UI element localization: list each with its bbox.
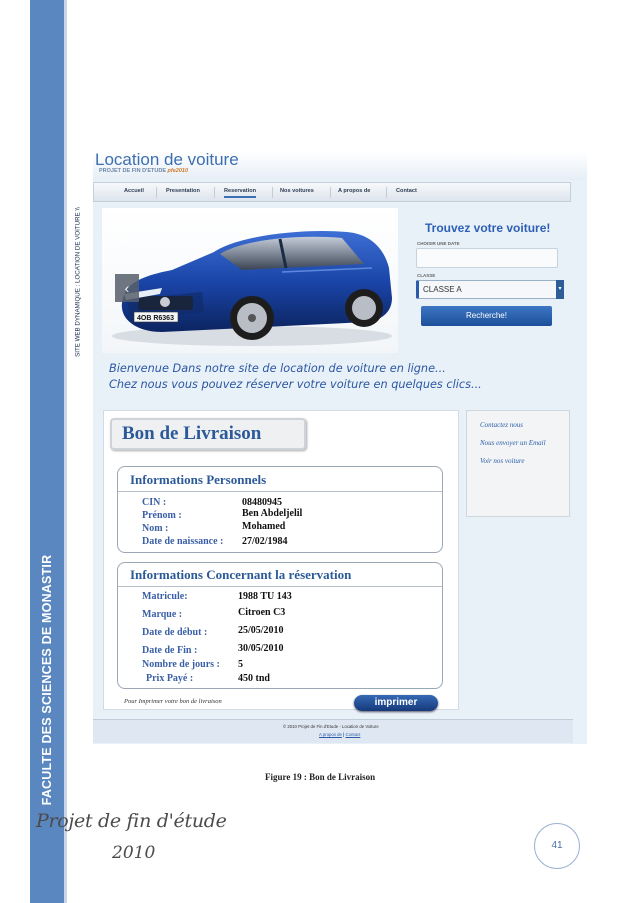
- nom-value: Mohamed: [242, 521, 286, 532]
- print-note: Pour Imprimer votre bon de livraison: [124, 698, 222, 705]
- email-link[interactable]: Nous envoyer un Email: [480, 439, 546, 447]
- cin-value: 08480945: [242, 497, 282, 508]
- welcome-line-1: Bienvenue Dans notre site de location de voiture en ligne...: [109, 362, 446, 375]
- print-button[interactable]: imprimer: [354, 695, 438, 711]
- finder-title: Trouvez votre voiture!: [425, 221, 551, 235]
- start-date-label: Date de début :: [142, 627, 208, 638]
- nav-divider: [156, 187, 157, 198]
- days-value: 5: [238, 659, 243, 670]
- personal-info-title: Informations Personnels: [130, 472, 267, 487]
- nav-divider: [330, 187, 331, 198]
- page-number: 41: [534, 823, 580, 869]
- footer-separator: |: [341, 732, 346, 737]
- matricule-value: 1988 TU 143: [238, 591, 292, 602]
- car-illustration: [102, 208, 398, 353]
- welcome-message: [109, 361, 482, 393]
- end-date-value: 30/05/2010: [238, 643, 284, 654]
- site-header: [93, 152, 587, 180]
- website-screenshot: [93, 152, 587, 744]
- nav-accueil[interactable]: Accueil: [124, 188, 144, 194]
- contact-link[interactable]: Contactez nous: [480, 421, 523, 429]
- footer-links: [319, 732, 360, 737]
- nom-label: Nom :: [142, 523, 169, 534]
- nav-contact[interactable]: Contact: [396, 188, 417, 194]
- date-input[interactable]: [416, 248, 558, 268]
- footer-copyright: © 2010 Projet de Fin d'Etude - Location de Voiture: [283, 724, 379, 729]
- nav-divider: [386, 187, 387, 198]
- footer-about-link[interactable]: A propos de: [319, 732, 342, 737]
- site-nav: [93, 182, 571, 202]
- reservation-info-title: Informations Concernant la réservation: [130, 567, 352, 582]
- hero-car-image: [102, 208, 398, 353]
- site-logo[interactable]: Location de voiture: [95, 152, 239, 169]
- birthdate-label: Date de naissance :: [142, 536, 224, 547]
- faculty-label: FACULTE DES SCIENCES DE MONASTIR: [40, 554, 54, 806]
- class-label: CLASSE: [417, 273, 436, 278]
- nav-nos-voitures[interactable]: Nos voitures: [280, 188, 314, 194]
- license-plate: 4OB R6363: [137, 315, 174, 322]
- prenom-label: Prénom :: [142, 510, 182, 521]
- side-links-box: [466, 410, 570, 517]
- marque-label: Marque :: [142, 609, 183, 620]
- nav-reservation[interactable]: Reservation: [224, 188, 256, 198]
- page-title: Bon de Livraison: [122, 423, 262, 444]
- date-label: CHOISIR UNE DATE: [417, 241, 460, 246]
- personal-info-panel: [117, 466, 443, 553]
- cars-link[interactable]: Voir nos voiture: [480, 457, 525, 465]
- reservation-info-panel: [117, 562, 443, 689]
- price-value: 450 tnd: [238, 673, 270, 684]
- page-title-box: [110, 418, 306, 450]
- nav-divider: [214, 187, 215, 198]
- slider-prev-arrow[interactable]: ‹: [115, 274, 139, 302]
- days-label: Nombre de jours :: [142, 659, 220, 670]
- matricule-label: Matricule:: [142, 591, 188, 602]
- site-label: SITE WEB DYNAMIQUE : LOCATION DE VOITURE \\: [74, 207, 82, 357]
- search-button[interactable]: Recherche!: [421, 306, 552, 326]
- panel-divider: [118, 586, 442, 587]
- footer-year: 2010: [112, 843, 156, 863]
- end-date-label: Date de Fin :: [142, 645, 198, 656]
- price-label: Prix Payé :: [146, 673, 194, 684]
- start-date-value: 25/05/2010: [238, 625, 284, 636]
- cin-label: CIN :: [142, 497, 167, 508]
- delivery-form: [103, 410, 459, 710]
- prenom-value: Ben Abdeljelil: [242, 508, 303, 519]
- site-logo-subtitle: PROJET DE FIN D'ETUDE pfe2010: [99, 168, 189, 174]
- nav-a-propos[interactable]: A propos de: [338, 188, 371, 194]
- site-footer: [93, 719, 573, 743]
- chevron-down-icon[interactable]: ▾: [556, 280, 564, 299]
- nav-divider: [272, 187, 273, 198]
- birthdate-value: 27/02/1984: [242, 536, 288, 547]
- figure-caption: Figure 19 : Bon de Livraison: [265, 772, 376, 782]
- footer-project-text: Projet de fin d'étude: [36, 810, 227, 832]
- side-band-shadow: [64, 0, 67, 903]
- class-select[interactable]: [416, 280, 558, 299]
- footer-contact-link[interactable]: Contact: [345, 732, 361, 737]
- class-select-value: CLASSE A: [423, 285, 462, 294]
- panel-divider: [118, 491, 442, 492]
- car-finder-widget: [407, 208, 583, 353]
- marque-value: Citroen C3: [238, 607, 286, 618]
- welcome-line-2: Chez nous vous pouvez réserver votre voiture en quelques clics...: [109, 378, 482, 391]
- nav-presentation[interactable]: Presentation: [166, 188, 200, 194]
